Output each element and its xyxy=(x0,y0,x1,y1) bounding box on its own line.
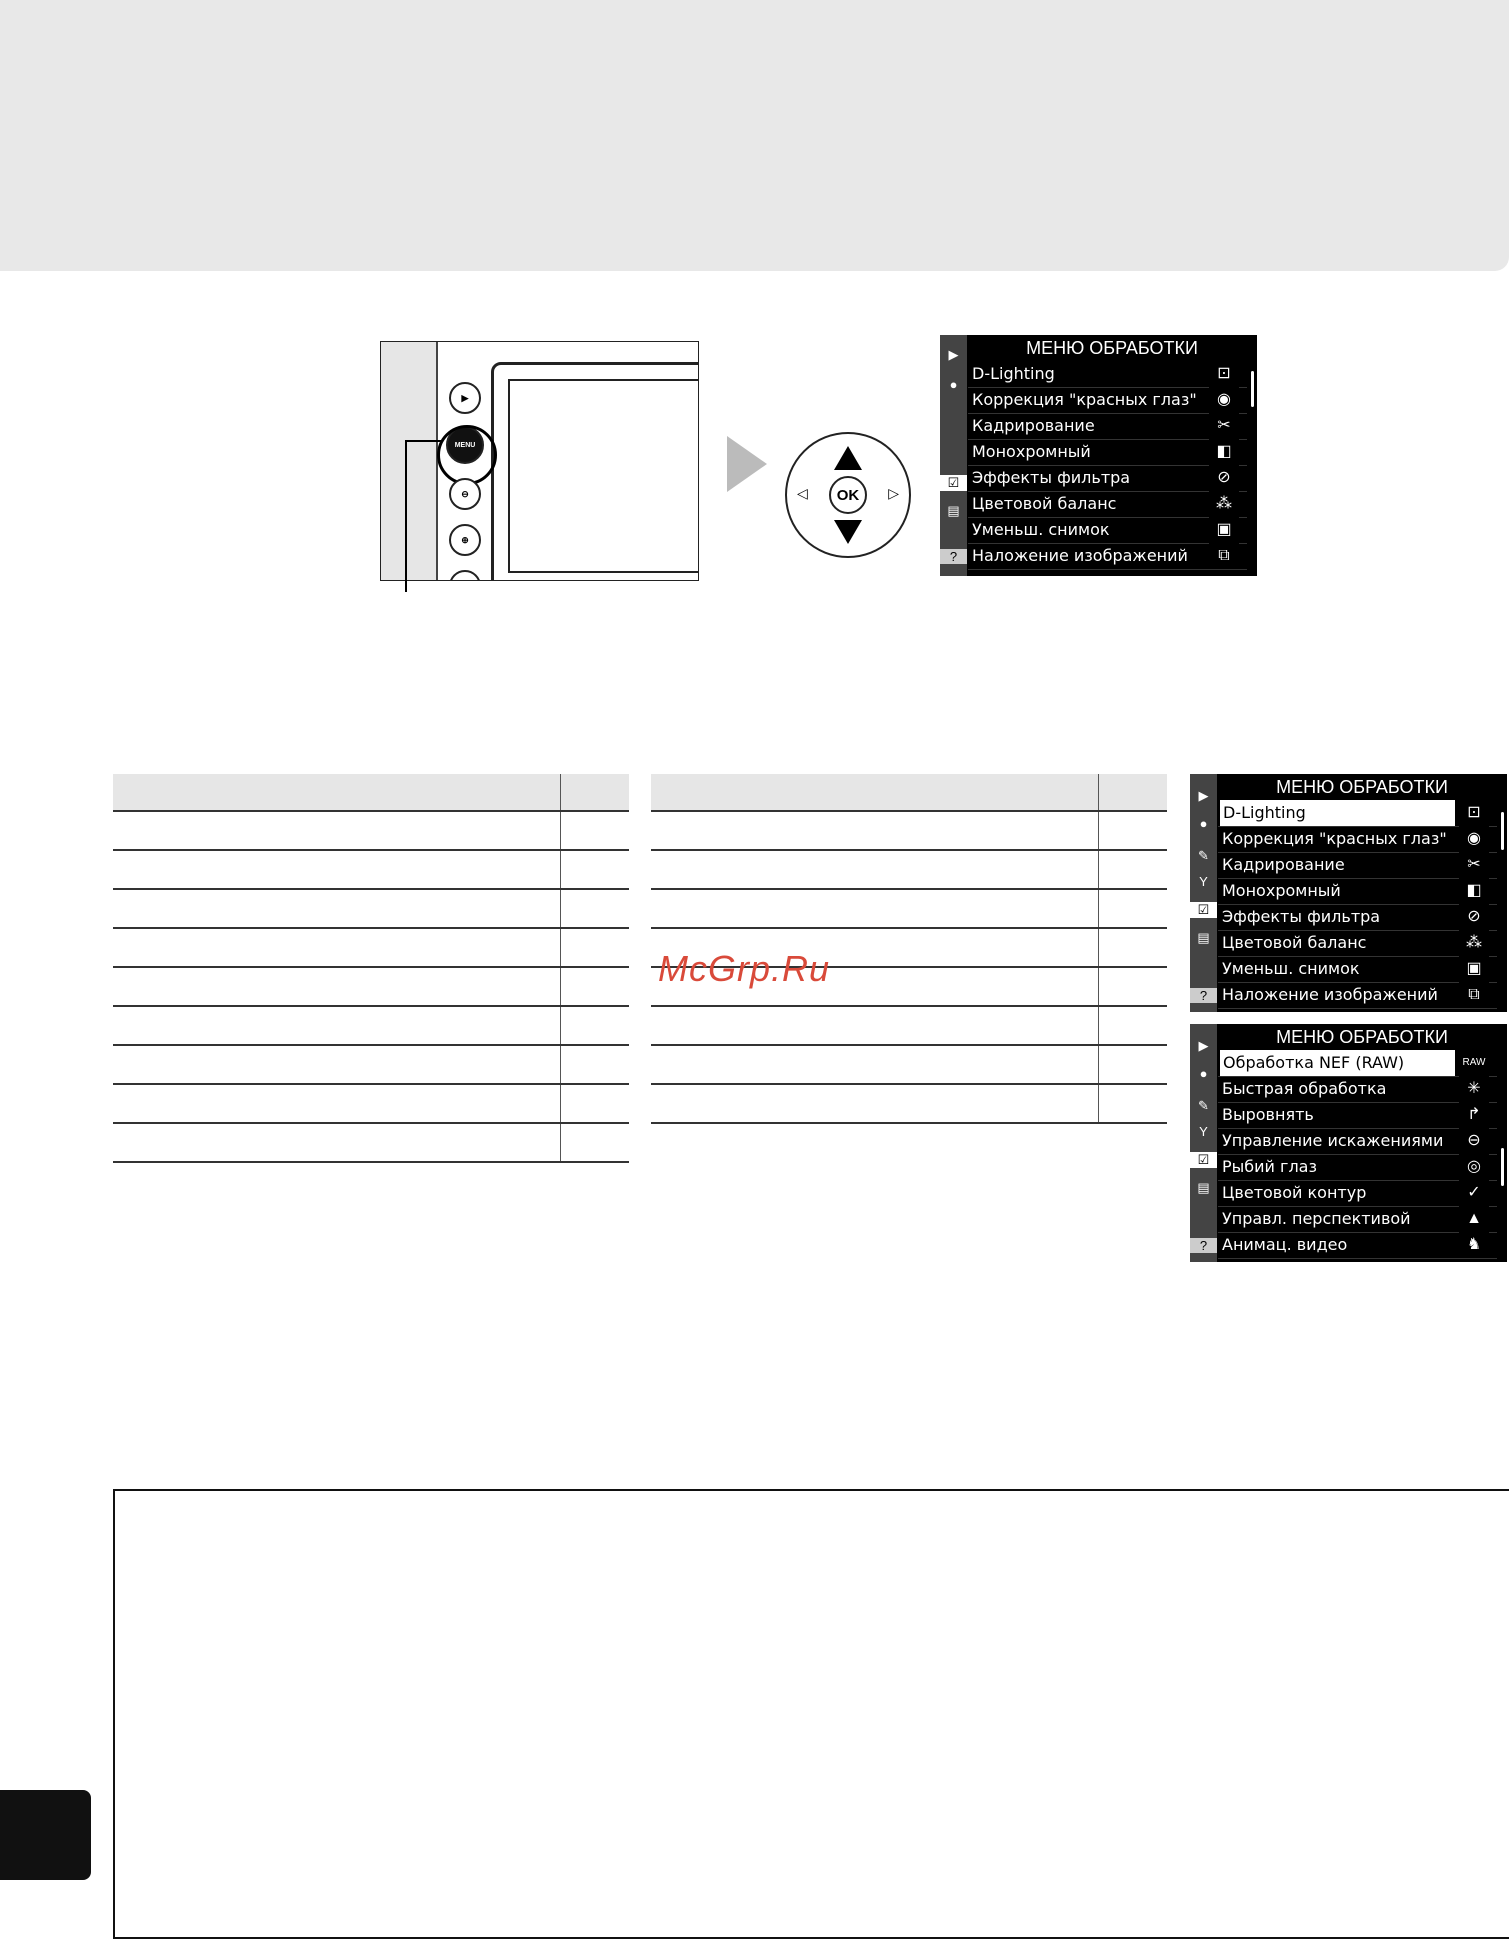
table-cell xyxy=(113,811,561,850)
table-cell-page xyxy=(1099,850,1167,889)
table-row xyxy=(651,889,1167,928)
up-arrow-icon xyxy=(834,446,862,470)
straighten-icon: ↱ xyxy=(1459,1102,1489,1128)
menu-item-label: Коррекция "красных глаз" xyxy=(1222,829,1447,848)
red-eye-icon: ◉ xyxy=(1459,826,1489,852)
scrollbar xyxy=(1501,812,1504,850)
table-cell-page xyxy=(1099,1084,1167,1123)
recent-settings-tab-icon: ▤ xyxy=(1197,1180,1210,1195)
setup-tab-icon: Y xyxy=(1199,1124,1208,1139)
menu-item-label: Рыбий глаз xyxy=(1222,1157,1317,1176)
table-header-row xyxy=(651,774,1167,811)
menu-item-label: Анимац. видео xyxy=(1222,1235,1348,1254)
retouch-tab-icon: ☑ xyxy=(940,475,967,491)
table-cell-page xyxy=(1099,967,1167,1006)
table-row xyxy=(651,1006,1167,1045)
shooting-tab-icon: ● xyxy=(1199,1066,1208,1081)
menu-button: MENU xyxy=(446,426,484,464)
retouch-menu-screen-top xyxy=(940,335,1257,576)
menu-item xyxy=(1218,904,1497,931)
table-row xyxy=(113,850,629,889)
menu-tab-strip xyxy=(1190,774,1217,1012)
menu-item-label: Управление искажениями xyxy=(1222,1131,1444,1150)
table-cell xyxy=(651,850,1099,889)
table-cell xyxy=(113,774,561,811)
perspective-icon: ▲ xyxy=(1459,1206,1489,1232)
distortion-icon: ⊖ xyxy=(1459,1128,1489,1154)
color-balance-icon: ⁂ xyxy=(1459,930,1489,956)
menu-item xyxy=(968,517,1247,544)
section-tab xyxy=(0,1790,91,1880)
table-row xyxy=(113,811,629,850)
zoom-out-button: ⊖ xyxy=(449,478,481,510)
camera-monitor-display xyxy=(508,379,699,573)
camera-monitor xyxy=(491,362,699,581)
overlay-icon: ⧉ xyxy=(1459,982,1489,1008)
menu-item xyxy=(968,439,1247,466)
menu-item xyxy=(1218,1180,1497,1207)
menu-item xyxy=(1218,1154,1497,1181)
table-row xyxy=(113,889,629,928)
playback-tab-icon: ▶ xyxy=(1198,788,1209,803)
menu-item-label: Наложение изображений xyxy=(972,546,1188,565)
filter-icon: ⊘ xyxy=(1459,904,1489,930)
table-cell-page xyxy=(561,967,629,1006)
d-lighting-icon: ⊡ xyxy=(1209,361,1239,387)
table-cell xyxy=(651,1084,1099,1123)
menu-item-label: D-Lighting xyxy=(972,364,1055,383)
menu-item-label: Кадрирование xyxy=(972,416,1095,435)
menu-title: МЕНЮ ОБРАБОТКИ xyxy=(1276,1027,1448,1047)
scrollbar xyxy=(1501,1148,1504,1186)
left-arrow-icon: ◁ xyxy=(797,485,808,501)
menu-item xyxy=(1218,1128,1497,1155)
retouch-tab-icon: ☑ xyxy=(1190,902,1217,918)
table-cell-page xyxy=(1099,1006,1167,1045)
menu-item-label: Уменьш. снимок xyxy=(1222,959,1360,978)
recent-settings-tab-icon: ▤ xyxy=(947,503,960,518)
color-balance-icon: ⁂ xyxy=(1209,491,1239,517)
menu-item xyxy=(1218,1076,1497,1103)
table-row xyxy=(113,1084,629,1123)
callout-tick xyxy=(405,440,441,442)
menu-item xyxy=(1218,826,1497,853)
table-cell-page xyxy=(561,1006,629,1045)
callout-line xyxy=(405,440,407,592)
watermark: McGrp.Ru xyxy=(658,948,831,989)
down-arrow-icon xyxy=(834,520,862,544)
playback-button: ▶ xyxy=(449,382,481,414)
camera-illustration xyxy=(380,341,699,581)
table-cell xyxy=(113,967,561,1006)
right-arrow-icon: ▷ xyxy=(888,485,899,501)
recent-settings-tab-icon: ▤ xyxy=(1197,930,1210,945)
table-cell-page xyxy=(1099,774,1167,811)
menu-button-highlight xyxy=(437,425,497,485)
table-cell xyxy=(651,1045,1099,1084)
table-cell-page xyxy=(561,850,629,889)
zoom-in-button: ⊕ xyxy=(449,524,481,556)
menu-item-label: Цветовой контур xyxy=(1222,1183,1367,1202)
table-cell xyxy=(651,1006,1099,1045)
camera-grip xyxy=(381,342,438,580)
scrollbar xyxy=(1251,371,1254,407)
help-icon: ? xyxy=(1190,988,1217,1003)
table-cell xyxy=(113,1084,561,1123)
table-cell-page xyxy=(1099,1045,1167,1084)
table-left xyxy=(113,774,629,1163)
overlay-icon: ⧉ xyxy=(1209,543,1239,569)
small-picture-icon: ▣ xyxy=(1209,517,1239,543)
retouch-menu-screen-page1 xyxy=(1190,774,1507,1012)
menu-item xyxy=(968,413,1247,440)
menu-item xyxy=(1218,878,1497,905)
menu-item xyxy=(1218,1232,1497,1259)
table-row xyxy=(113,1123,629,1162)
menu-item xyxy=(1218,956,1497,983)
table-cell xyxy=(113,889,561,928)
table-cell xyxy=(113,1123,561,1162)
table-cell xyxy=(651,774,1099,811)
help-icon: ? xyxy=(1190,1238,1217,1253)
table-row xyxy=(113,1045,629,1084)
ok-button-partial xyxy=(449,570,481,581)
menu-item xyxy=(1218,1206,1497,1233)
table-cell-page xyxy=(561,928,629,967)
menu-item-label: Коррекция "красных глаз" xyxy=(972,390,1197,409)
menu-item xyxy=(1218,852,1497,879)
menu-item-label: Цветовой баланс xyxy=(1222,933,1367,952)
menu-item-label: Обработка NEF (RAW) xyxy=(1220,1050,1455,1076)
menu-item xyxy=(968,387,1247,414)
stop-motion-icon: ♞ xyxy=(1459,1232,1489,1258)
menu-item xyxy=(968,543,1247,570)
menu-item xyxy=(1218,982,1497,1009)
menu-item xyxy=(968,491,1247,518)
menu-item-label: Уменьш. снимок xyxy=(972,520,1110,539)
table-cell-page xyxy=(1099,928,1167,967)
table-cell-page xyxy=(561,811,629,850)
table-cell xyxy=(113,1045,561,1084)
d-lighting-icon: ⊡ xyxy=(1459,800,1489,826)
scissors-icon: ✂ xyxy=(1459,852,1489,878)
table-cell-page xyxy=(561,1084,629,1123)
menu-item-label: Монохромный xyxy=(1222,881,1341,900)
table-header-row xyxy=(113,774,629,811)
table-row xyxy=(113,967,629,1006)
table-cell-page xyxy=(1099,811,1167,850)
retouch-tab-icon: ☑ xyxy=(1190,1152,1217,1168)
menu-tab-strip xyxy=(940,335,967,576)
table-row xyxy=(651,850,1167,889)
menu-item xyxy=(1218,1050,1497,1077)
menu-title: МЕНЮ ОБРАБОТКИ xyxy=(1026,338,1198,358)
custom-settings-tab-icon: ✎ xyxy=(1198,848,1209,863)
playback-tab-icon: ▶ xyxy=(1198,1038,1209,1053)
menu-item xyxy=(968,361,1247,388)
note-box xyxy=(113,1489,1509,1939)
table-cell-page xyxy=(1099,889,1167,928)
table-row xyxy=(651,1084,1167,1123)
menu-title: МЕНЮ ОБРАБОТКИ xyxy=(1276,777,1448,797)
monochrome-icon: ◧ xyxy=(1459,878,1489,904)
table-row xyxy=(113,1006,629,1045)
shooting-tab-icon: ● xyxy=(1199,816,1208,831)
menu-item-label: Управл. перспективой xyxy=(1222,1209,1411,1228)
table-cell xyxy=(113,1006,561,1045)
table-cell xyxy=(113,928,561,967)
ok-label: OK xyxy=(829,476,867,514)
retouch-menu-screen-page2 xyxy=(1190,1024,1507,1262)
scissors-icon: ✂ xyxy=(1209,413,1239,439)
red-eye-icon: ◉ xyxy=(1209,387,1239,413)
menu-item-label: Быстрая обработка xyxy=(1222,1079,1387,1098)
table-row xyxy=(651,1045,1167,1084)
table-cell-page xyxy=(561,1045,629,1084)
table-cell xyxy=(113,850,561,889)
custom-settings-tab-icon: ✎ xyxy=(1198,1098,1209,1113)
table-row xyxy=(651,811,1167,850)
step-arrow-icon xyxy=(727,436,767,492)
menu-item-label: D-Lighting xyxy=(1220,800,1455,826)
shooting-tab-icon: ● xyxy=(949,377,958,392)
quick-retouch-icon: ✳ xyxy=(1459,1076,1489,1102)
header-band xyxy=(0,0,1509,271)
table-row xyxy=(113,928,629,967)
menu-item-label: Выровнять xyxy=(1222,1105,1314,1124)
menu-item xyxy=(1218,1102,1497,1129)
menu-tab-strip xyxy=(1190,1024,1217,1262)
monochrome-icon: ◧ xyxy=(1209,439,1239,465)
menu-item xyxy=(1218,930,1497,957)
fisheye-icon: ◎ xyxy=(1459,1154,1489,1180)
menu-item-label: Эффекты фильтра xyxy=(972,468,1131,487)
menu-item xyxy=(1218,800,1497,827)
table-cell xyxy=(651,811,1099,850)
table-cell-page xyxy=(561,774,629,811)
playback-tab-icon: ▶ xyxy=(948,347,959,362)
multi-selector xyxy=(785,432,911,558)
help-icon: ? xyxy=(940,549,967,564)
setup-tab-icon: Y xyxy=(1199,874,1208,889)
menu-item-label: Эффекты фильтра xyxy=(1222,907,1381,926)
table-cell-page xyxy=(561,1123,629,1162)
filter-icon: ⊘ xyxy=(1209,465,1239,491)
menu-item-label: Монохромный xyxy=(972,442,1091,461)
menu-item xyxy=(968,465,1247,492)
menu-item-label: Кадрирование xyxy=(1222,855,1345,874)
menu-item-label: Наложение изображений xyxy=(1222,985,1438,1004)
raw-icon: RAW xyxy=(1459,1050,1489,1076)
menu-item-label: Цветовой баланс xyxy=(972,494,1117,513)
table-cell xyxy=(651,889,1099,928)
color-outline-icon: ✓ xyxy=(1459,1180,1489,1206)
table-cell-page xyxy=(561,889,629,928)
small-picture-icon: ▣ xyxy=(1459,956,1489,982)
